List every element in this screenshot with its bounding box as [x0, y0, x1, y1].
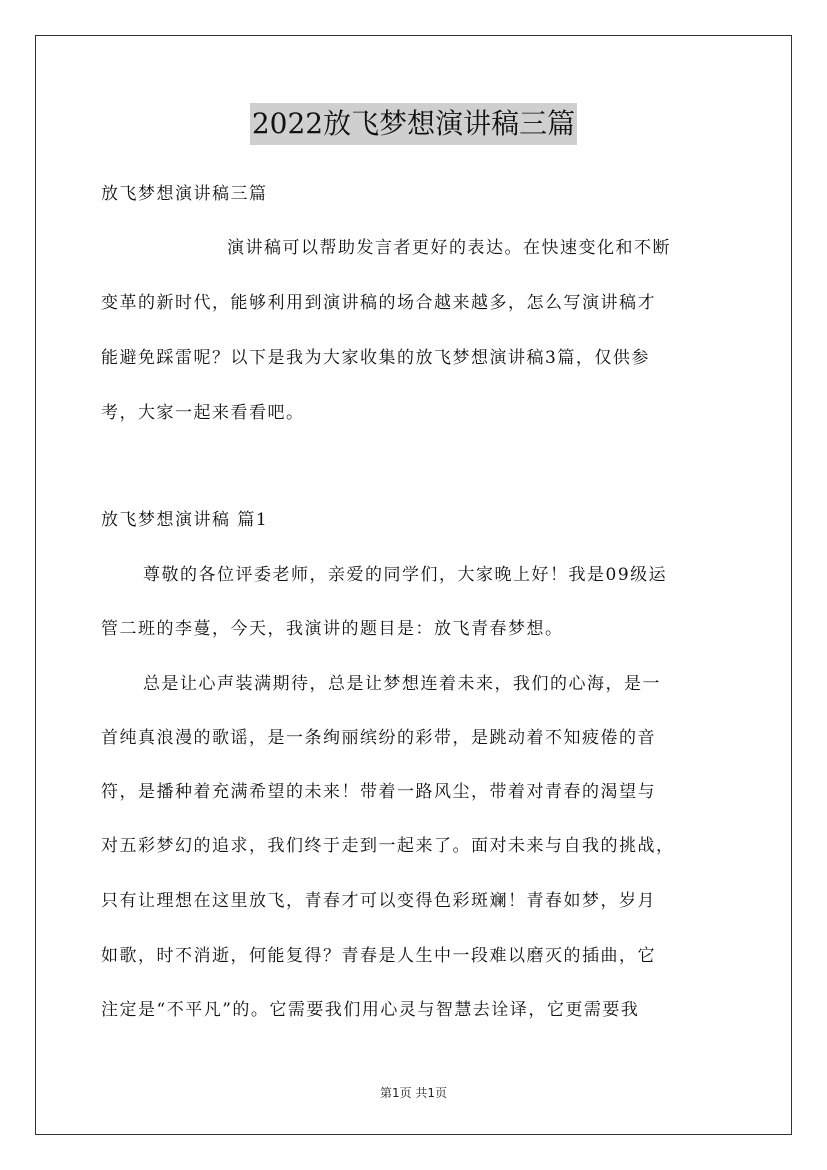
- document-title-text: 2022放飞梦想演讲稿三篇: [250, 103, 577, 145]
- intro-line: 演讲稿可以帮助发言者更好的表达。在快速变化和不断: [227, 238, 671, 258]
- body-line: 如歌，时不消逝，何能复得？青春是人生中一段难以磨灭的插曲，它: [101, 946, 656, 966]
- page-footer: 第1页 共1页: [379, 1086, 448, 1100]
- intro-line: 变革的新时代，能够利用到演讲稿的场合越来越多，怎么写演讲稿才: [101, 293, 656, 313]
- body-line: 注定是“不平凡”的。它需要我们用心灵与智慧去诠译，它更需要我: [101, 1000, 640, 1020]
- body-line: 符，是播种着充满希望的未来！带着一路风尘，带着对青春的渴望与: [101, 782, 656, 802]
- subtitle: 放飞梦想演讲稿三篇: [101, 184, 268, 204]
- intro-line: 能避免踩雷呢？以下是我为大家收集的放飞梦想演讲稿3篇，仅供参: [101, 348, 650, 368]
- body-line: 管二班的李蔓，今天，我演讲的题目是：放飞青春梦想。: [101, 619, 564, 639]
- intro-line: 考，大家一起来看看吧。: [101, 403, 305, 423]
- body-line: 只有让理想在这里放飞，青春才可以变得色彩斑斓！青春如梦，岁月: [101, 891, 656, 911]
- body-line: 首纯真浪漫的歌谣，是一条绚丽缤纷的彩带，是跳动着不知疲倦的音: [101, 728, 656, 748]
- body-line: 总是让心声装满期待，总是让梦想连着未来，我们的心海，是一: [143, 674, 661, 694]
- section-heading: 放飞梦想演讲稿 篇1: [101, 510, 269, 530]
- body-line: 尊敬的各位评委老师，亲爱的同学们，大家晚上好！我是09级运: [143, 565, 668, 585]
- document-title: [0, 103, 827, 145]
- body-line: 对五彩梦幻的追求，我们终于走到一起来了。面对未来与自我的挑战，: [101, 836, 675, 856]
